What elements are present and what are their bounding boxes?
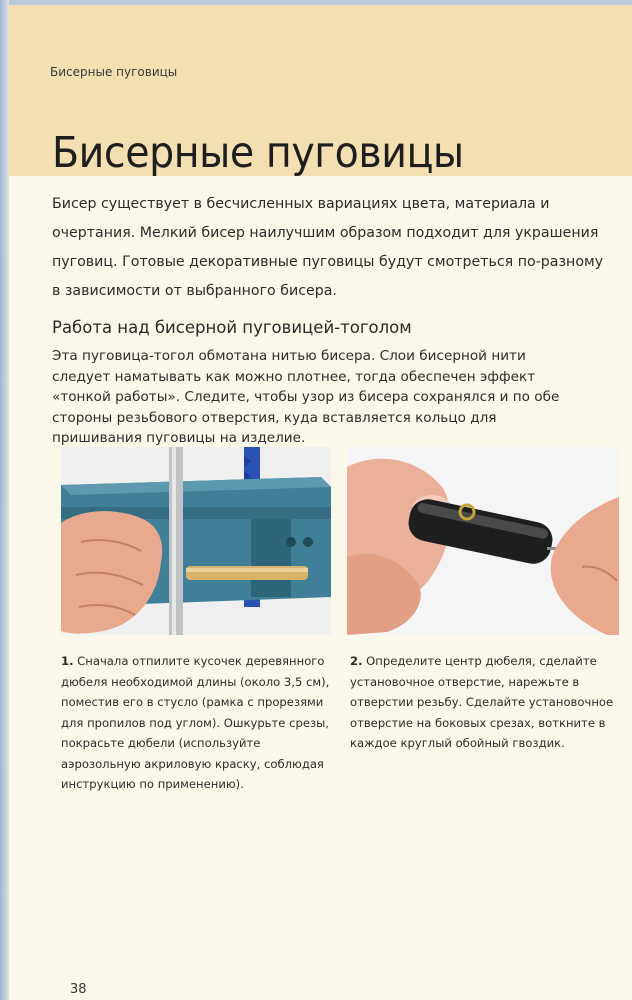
step-1-caption bbox=[61, 651, 339, 795]
section-heading: Работа над бисерной пуговицей-тоголом bbox=[52, 318, 412, 337]
intro-paragraph: Бисер существует в бесчисленных вариациях цвета, материала и очертания. Мелкий бисер наилучшим образом подходит для украшения пуговиц. Готовые декоративные пуговицы будут смотреться по-разному в зависимости от выбранного бисера. bbox=[52, 196, 604, 299]
step-1-number: 1. bbox=[61, 654, 74, 668]
page-number: 38 bbox=[70, 982, 87, 997]
miter-box-illustration bbox=[61, 447, 331, 635]
dowel-ring-illustration bbox=[347, 447, 619, 635]
page-top-edge bbox=[0, 0, 632, 5]
photo-miter-box bbox=[61, 447, 331, 635]
step-2-text: Определите центр дюбеля, сделайте установочное отверстие, нарежьте в отверстии резьбу. Сделайте установочное отверстие на боковых срезах, воткните в каждое круглый обойный гвоздик. bbox=[350, 654, 614, 750]
step-1-text: Сначала отпилите кусочек деревянного дюбеля необходимой длины (около 3,5 см), поместив его в стусло (рамка с прорезями для пропилов под углом). Ошкурьте срезы, покрасьте дюбели (используйте аэрозольную акриловую краску, соблюдая инструкцию по применению). bbox=[61, 654, 330, 791]
photo-dowel-ring bbox=[347, 447, 619, 635]
page-left-edge bbox=[0, 0, 9, 1000]
step-2-caption bbox=[350, 651, 623, 754]
section-paragraph: Эта пуговица-тогол обмотана нитью бисера. Слои бисерной нити следует наматывать как можно плотнее, тогда обеспечен эффект «тонкой работы». Следите, чтобы узор из бисера сохранялся и по обе стороны резьбового отверстия, куда вставляется кольцо для пришивания пуговицы на изделие. bbox=[52, 348, 560, 446]
step-2-number: 2. bbox=[350, 654, 363, 668]
page-title: Бисерные пуговицы bbox=[52, 128, 464, 178]
running-head: Бисерные пуговицы bbox=[50, 65, 178, 79]
